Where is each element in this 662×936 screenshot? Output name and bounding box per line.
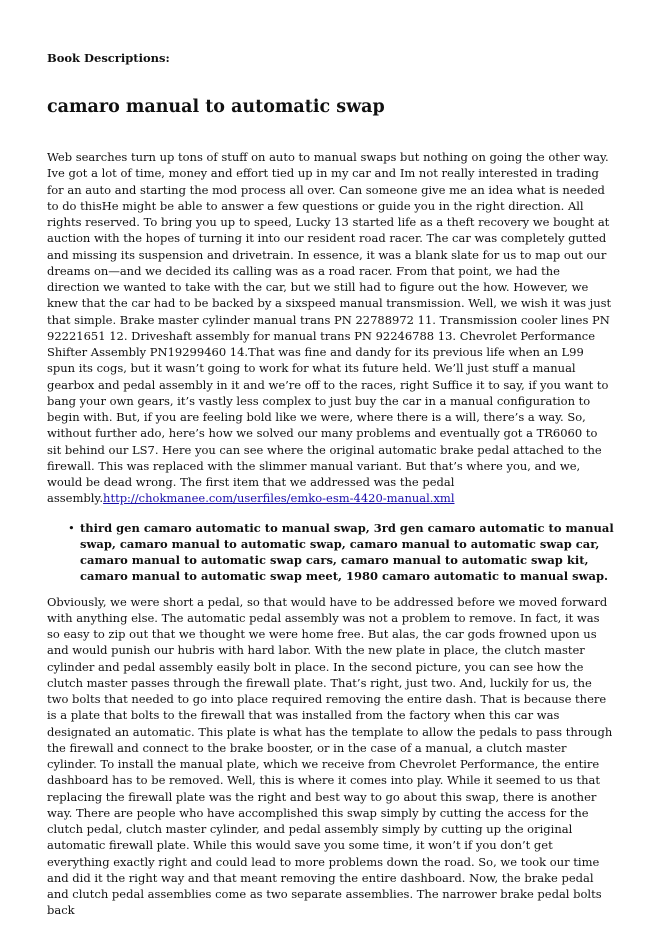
keyword-list <box>47 520 615 585</box>
book-descriptions-label: Book Descriptions: <box>47 51 170 65</box>
body-paragraph: Obviously, we were short a pedal, so that would have to be addressed before we moved forward with anything else. The automatic pedal assembly was not a problem to remove. In fact, it was so easy to zip out that we thought we were home free. But alas, the car gods frowned upon us and would punish our hubris with hard labor. With the new plate in place, the clutch master cylinder and pedal assembly easily bolt in place. In the second picture, you can see how the clutch master passes through the firewall plate. That’s right, just two. And, luckily for us, the two bolts that needed to go into place required removing the entire dash. That is because there is a plate that bolts to the firewall that was installed from the factory when this car was designated an automatic. This plate is what has the template to allow the pedals to pass through the firewall and connect to the brake booster, or in the case of a manual, a clutch master cylinder. To install the manual plate, which we receive from Chevrolet Performance, the entire dashboard has to be removed. Well, this is where it comes into play. While it seemed to us that replacing the firewall plate was the right and best way to go about this swap, there is another way. There are people who have accomplished this swap simply by cutting the access for the clutch pedal, clutch master cylinder, and pedal assembly simply by cutting up the original automatic firewall plate. While this would save you some time, it won’t if you don’t get everything exactly right and could lead to more problems down the road. So, we took our time and did it the right way and that meant removing the entire dashboard. Now, the brake pedal and clutch pedal assemblies come as two separate assemblies. The narrower brake pedal bolts back <box>47 594 613 918</box>
manual-link[interactable]: http://chokmanee.com/userfiles/emko-esm-4420-manual.xml <box>103 491 455 506</box>
intro-text: Web searches turn up tons of stuff on auto to manual swaps but nothing on going the other way. Ive got a lot of time, money and effort tied up in my car and Im not really interested in trading for an auto and starting the mod process all over. Can someone give me an idea what is needed to do thisHe might be able to answer a few questions or guide you in the right direction. All rights reserved. To bring you up to speed, Lucky 13 started life as a theft recovery we bought at auction with the hopes of turning it into our resident road racer. The car was completely gutted and missing its suspension and drivetrain. In essence, it was a blank slate for us to map out our dreams on—and we decided its calling was as a road racer. From that point, we had the direction we wanted to take with the car, but we still had to figure out the how. However, we knew that the car had to be backed by a sixspeed manual transmission. Well, we wish it was just that simple. Brake master cylinder manual trans PN 22788972 11. Transmission cooler lines PN 92221651 12. Driveshaft assembly for manual trans PN 92246788 13. Chevrolet Performance Shifter Assembly PN19299460 14.That was fine and dandy for its previous life when an L99 spun its cogs, but it wasn’t going to work for what its future held. We’ll just stuff a manual gearbox and pedal assembly in it and we’re off to the races, right Suffice it to say, if you want to bang your own gears, it’s vastly less complex to just buy the car in a manual configuration to begin with. But, if you are feeling bold like we were, where there is a will, there’s a way. So, without further ado, here’s how we solved our many problems and eventually got a TR6060 to sit behind our LS7. Here you can see where the original automatic brake pedal attached to the firewall. This was replaced with the slimmer manual variant. But that’s where you, and we, would be dead wrong. The first item that we addressed was the pedal assembly. <box>47 150 612 506</box>
keyword-list-item <box>68 520 615 585</box>
bullet-icon: • <box>68 520 75 535</box>
document-page <box>47 50 615 919</box>
page-title: camaro manual to automatic swap <box>47 97 385 117</box>
keyword-text: third gen camaro automatic to manual swap, 3rd gen camaro automatic to manual swap, camaro manual to automatic swap, camaro manual to automatic swap car, camaro manual to automatic swap cars, camaro manual to automatic swap kit, camaro manual to automatic swap meet, 1980 camaro automatic to manual swap. <box>80 520 614 584</box>
intro-paragraph <box>47 149 615 507</box>
